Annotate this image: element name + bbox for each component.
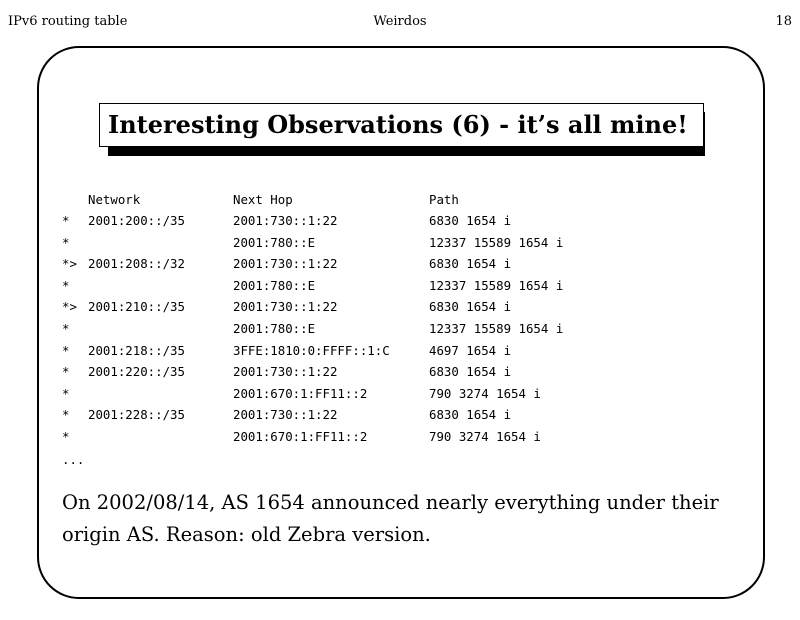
route-status-flag: *> (62, 256, 77, 272)
as-path: 790 3274 1654 i (429, 428, 541, 444)
as-path: 6830 1654 i (429, 364, 512, 380)
running-header-section: IPv6 routing table (8, 14, 128, 29)
running-header-title: Weirdos (373, 14, 427, 29)
next-hop: 3FFE:1810:0:FFFF::1:C (233, 342, 390, 358)
route-status-flag: * (62, 364, 70, 380)
route-status-flag: *> (62, 299, 77, 315)
route-status-flag: * (62, 385, 70, 401)
slide-title-box (99, 103, 704, 147)
route-status-flag: * (62, 277, 70, 293)
slide-title: Interesting Observations (6) - it’s all mine! (99, 103, 704, 147)
network-prefix: 2001:228::/35 (88, 407, 185, 423)
as-path: 12337 15589 1654 i (429, 234, 564, 250)
as-path: 6830 1654 i (429, 213, 512, 228)
as-path: 6830 1654 i (429, 407, 512, 423)
next-hop: 2001:730::1:22 (233, 256, 338, 272)
slide-body-text: On 2002/08/14, AS 1654 announced nearly everything under their origin AS. Reason: old Zebra version. (62, 491, 719, 546)
next-hop: 2001:730::1:22 (233, 213, 338, 228)
column-header-next-hop: Next Hop (233, 192, 293, 207)
next-hop: 2001:780::E (233, 234, 316, 250)
as-path: 6830 1654 i (429, 299, 512, 315)
network-prefix: 2001:208::/32 (88, 256, 185, 272)
table-ellipsis: ... (62, 452, 85, 467)
route-status-flag: * (62, 342, 70, 358)
as-path: 12337 15589 1654 i (429, 277, 564, 293)
next-hop: 2001:730::1:22 (233, 407, 338, 423)
network-prefix: 2001:210::/35 (88, 299, 185, 315)
network-prefix: 2001:220::/35 (88, 364, 185, 380)
route-status-flag: * (62, 407, 70, 423)
column-header-path: Path (429, 192, 459, 207)
route-status-flag: * (62, 213, 70, 228)
next-hop: 2001:780::E (233, 277, 316, 293)
next-hop: 2001:780::E (233, 320, 316, 336)
as-path: 6830 1654 i (429, 256, 512, 272)
next-hop: 2001:670:1:FF11::2 (233, 428, 368, 444)
route-status-flag: * (62, 234, 70, 250)
as-path: 790 3274 1654 i (429, 385, 541, 401)
as-path: 4697 1654 i (429, 342, 512, 358)
next-hop: 2001:730::1:22 (233, 364, 338, 380)
route-status-flag: * (62, 320, 70, 336)
route-status-flag: * (62, 428, 70, 444)
next-hop: 2001:730::1:22 (233, 299, 338, 315)
as-path: 12337 15589 1654 i (429, 320, 564, 336)
next-hop: 2001:670:1:FF11::2 (233, 385, 368, 401)
column-header-network: Network (88, 192, 141, 207)
network-prefix: 2001:218::/35 (88, 342, 185, 358)
page-number: 18 (775, 14, 792, 29)
network-prefix: 2001:200::/35 (88, 213, 185, 228)
